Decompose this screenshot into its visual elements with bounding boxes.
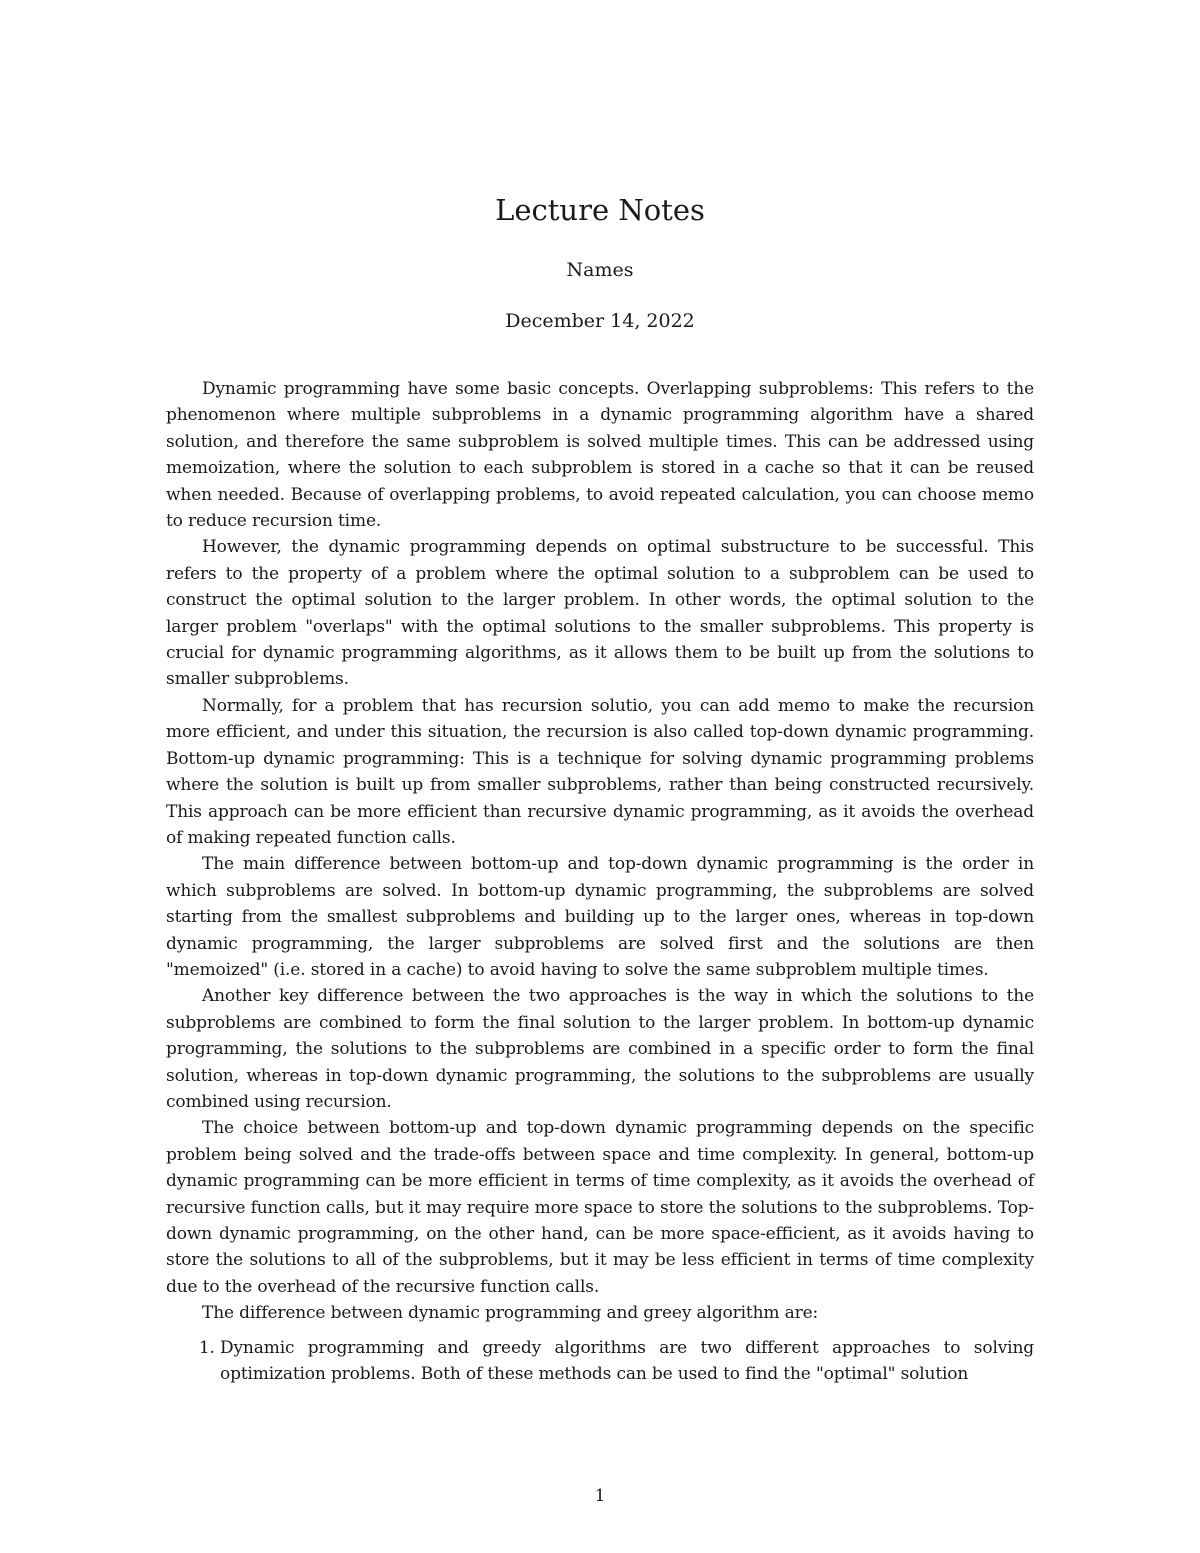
paragraph: Dynamic programming have some basic concepts. Overlapping subproblems: This refers to the phenomenon where multiple subproblems in a dynamic programming algorithm have a shared solution, and therefore the same subproblem is solved multiple times. This can be addressed using memoization, where the solution to each subproblem is stored in a cache so that it can be reused when needed. Because of overlapping problems, to avoid repeated calculation, you can choose memo to reduce recursion time. [166,379,1034,532]
list-item: 1. Dynamic programming and greedy algorithms are two different approaches to solving optimization problems. Both of these methods can be used to find the "optimal" solution [220,1335,1034,1388]
paragraph: The choice between bottom-up and top-down dynamic programming depends on the specific problem being solved and the trade-offs between space and time complexity. In general, bottom-up dynamic programming can be more efficient in terms of time complexity, as it avoids the overhead of recursive function calls, but it may require more space to store the solutions to the subproblems. Top-down dynamic programming, on the other hand, can be more space-efficient, as it avoids having to store the solutions to all of the subproblems, but it may be less efficient in terms of time complexity due to the overhead of the recursive function calls. [166,1118,1034,1297]
numbered-list [166,1335,1034,1388]
paragraph: The main difference between bottom-up and top-down dynamic programming is the order in which subproblems are solved. In bottom-up dynamic programming, the subproblems are solved starting from the smallest subproblems and building up to the larger ones, whereas in top-down dynamic programming, the larger subproblems are solved first and the solutions are then "memoized" (i.e. stored in a cache) to avoid having to solve the same subproblem multiple times. [166,854,1034,980]
document-date: December 14, 2022 [505,310,695,332]
paragraph: Normally, for a problem that has recursion solutio, you can add memo to make the recursion more efficient, and under this situation, the recursion is also called top-down dynamic programming. Bottom-up dynamic programming: This is a technique for solving dynamic programming problems where the solution is built up from smaller subproblems, rather than being constructed recursively. This approach can be more efficient than recursive dynamic programming, as it avoids the overhead of making repeated function calls. [166,695,1034,848]
paragraph: Another key difference between the two approaches is the way in which the solutions to the subproblems are combined to form the final solution to the larger problem. In bottom-up dynamic programming, the solutions to the subproblems are combined in a specific order to form the final solution, whereas in top-down dynamic programming, the solutions to the subproblems are usually combined using recursion. [166,986,1034,1112]
document-title: Lecture Notes [495,193,705,227]
paragraph: The difference between dynamic programming and greey algorithm are: [202,1303,819,1324]
paragraph: However, the dynamic programming depends on optimal substructure to be successful. This refers to the property of a problem where the optimal solution to a subproblem can be used to construct the optimal solution to the larger problem. In other words, the optimal solution to the larger problem "overlaps" with the optimal solutions to the smaller subproblems. This property is crucial for dynamic programming algorithms, as it allows them to be built up from the solutions to smaller subproblems. [166,537,1034,690]
document-body [166,376,1034,1387]
document-author: Names [566,259,634,281]
page-number: 1 [594,1486,606,1506]
